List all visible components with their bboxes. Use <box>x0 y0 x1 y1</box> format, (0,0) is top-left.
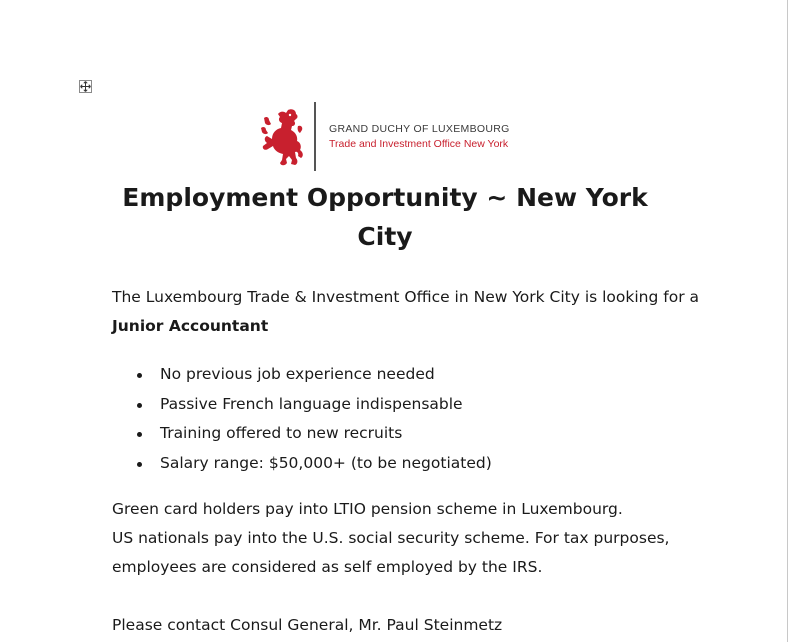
requirements-list <box>112 360 492 478</box>
page-title <box>110 178 660 256</box>
page-title-line-2: City <box>357 222 413 251</box>
position-title: Junior Accountant <box>112 317 269 335</box>
contact-text: Please contact Consul General, Mr. Paul Steinmetz <box>112 616 503 634</box>
list-item: No previous job experience needed <box>112 360 492 390</box>
list-item: Passive French language indispensable <box>112 390 492 420</box>
logo-org-name: GRAND DUCHY OF LUXEMBOURG <box>329 123 510 135</box>
list-item: Salary range: $50,000+ (to be negotiated) <box>112 449 492 479</box>
logo-office-name: Trade and Investment Office New York <box>329 138 509 150</box>
logo-divider <box>314 102 316 171</box>
tax-status-text: employees are considered as self employed by the IRS. <box>112 558 543 576</box>
table-move-handle-icon[interactable] <box>79 80 92 93</box>
us-nationals-text: US nationals pay into the U.S. social security scheme. For tax purposes, <box>112 529 670 547</box>
page-edge <box>787 0 788 642</box>
pension-text: Green card holders pay into LTIO pension scheme in Luxembourg. <box>112 500 623 518</box>
luxembourg-logo <box>258 102 518 172</box>
red-lion-icon <box>258 106 306 168</box>
page-title-line-1: Employment Opportunity ~ New York <box>122 183 648 212</box>
intro-text: The Luxembourg Trade & Investment Office in New York City is looking for a <box>112 288 700 306</box>
list-item: Training offered to new recruits <box>112 419 492 449</box>
